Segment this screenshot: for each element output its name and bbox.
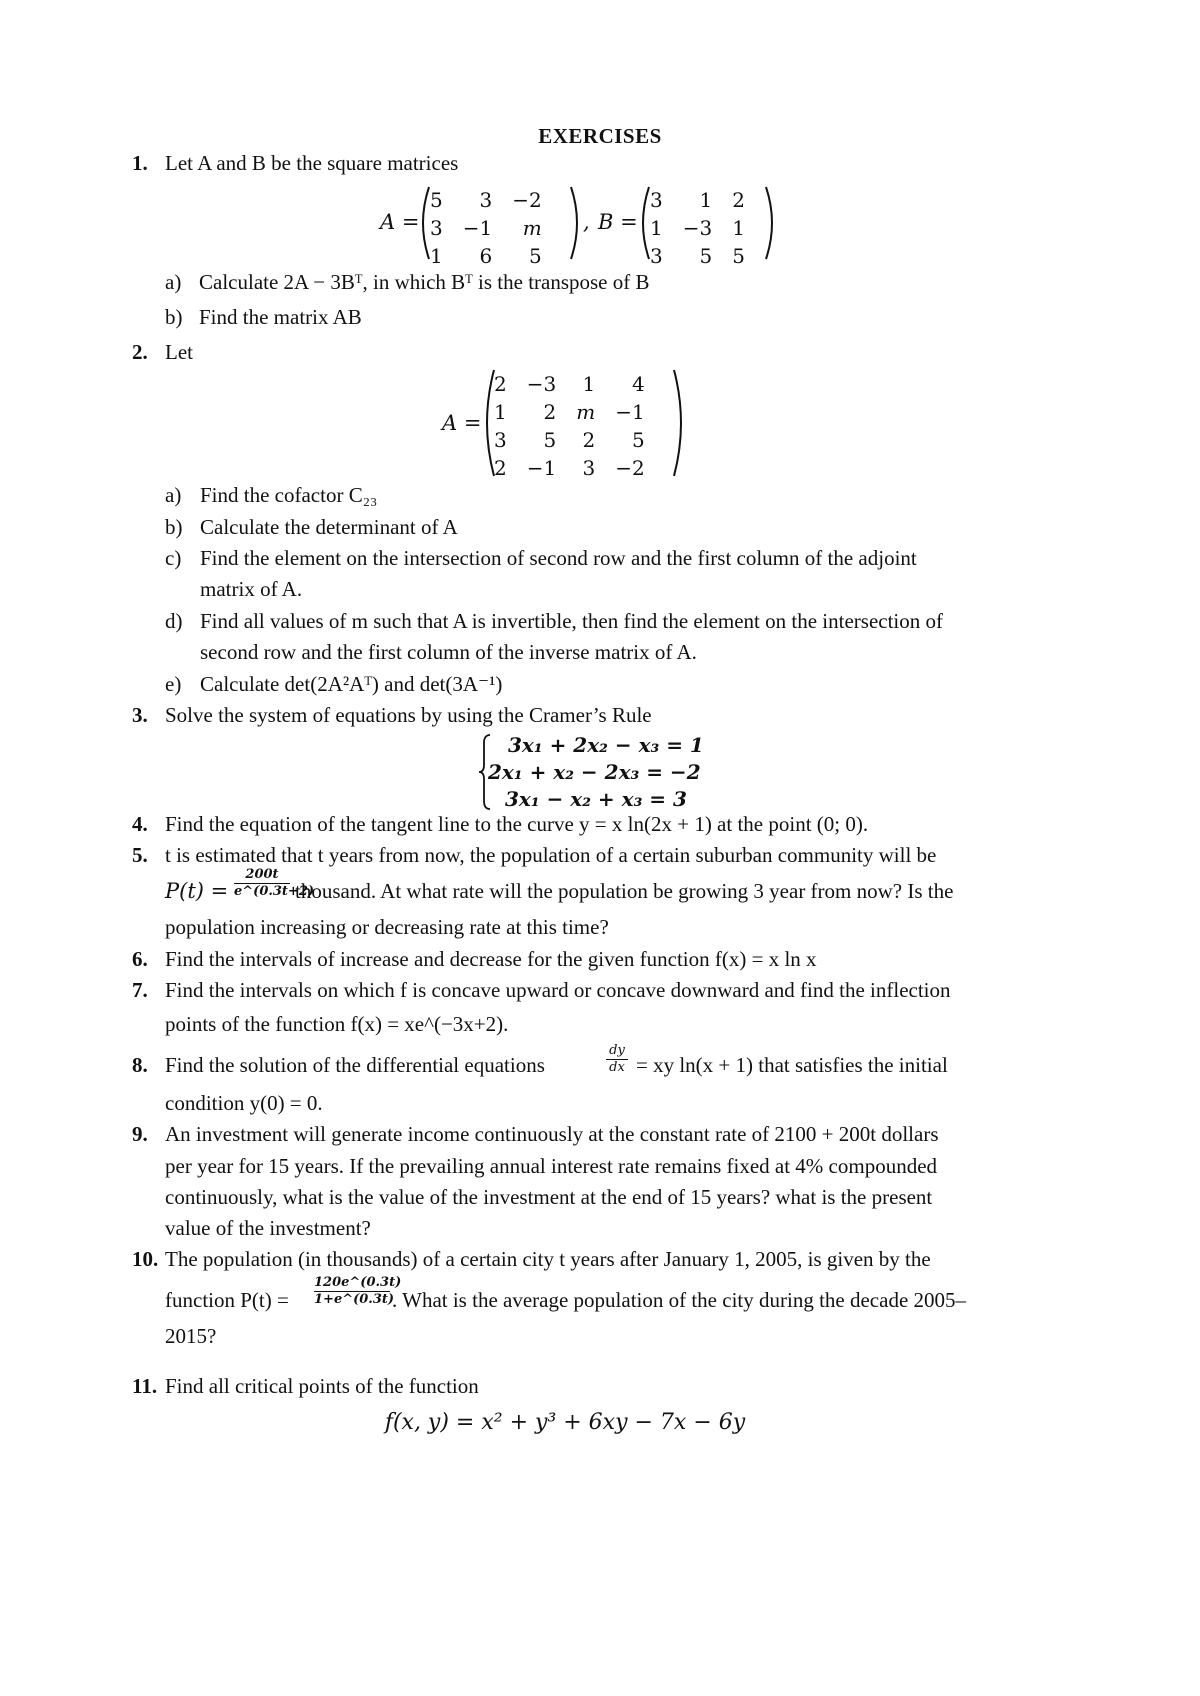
matrix-cell: −2	[512, 188, 542, 212]
question-text: Let	[165, 340, 193, 364]
subquestion-text: Calculate the determinant of A	[200, 515, 458, 539]
fraction	[314, 1275, 402, 1307]
matrix-label: B =	[598, 210, 638, 234]
matrix-cell: −1	[615, 400, 645, 424]
fraction	[606, 1044, 628, 1075]
question-text: value of the investment?	[165, 1216, 371, 1240]
question-text: An investment will generate income continuously at the constant rate of 2100 + 200t dollars	[165, 1122, 939, 1146]
question-text: population increasing or decreasing rate at this time?	[165, 915, 609, 939]
matrix-cell: 5	[732, 244, 745, 268]
comma: ,	[583, 210, 590, 234]
question-text: Find all critical points of the function	[165, 1374, 479, 1398]
subquestion-label: c)	[165, 546, 182, 570]
matrix-cell: 5	[699, 244, 713, 268]
matrix-row	[640, 242, 755, 270]
matrix-b	[640, 186, 755, 270]
subquestion-text: matrix of A.	[200, 577, 303, 601]
page-title: EXERCISES	[538, 124, 662, 148]
subquestion-text: Find the element on the intersection of second row and the first column of the adjoint	[200, 546, 917, 570]
question-text: Find the solution of the differential equations	[165, 1053, 545, 1077]
matrix-a	[420, 186, 552, 270]
matrix-cell: 1	[582, 372, 596, 396]
matrix-cell: 2	[494, 456, 507, 480]
matrix-cell: −3	[682, 216, 713, 240]
matrix-cell: 5	[631, 428, 645, 452]
matrix-row	[484, 426, 655, 454]
right-paren-icon	[670, 368, 692, 478]
question-text: Let A and B be the square matrices	[165, 151, 459, 175]
question-text: t is estimated that t years from now, the population of a certain suburban community will be	[165, 843, 937, 867]
matrix-cell: 2	[582, 428, 596, 452]
subquestion-text: second row and the first column of the inverse matrix of A.	[200, 640, 697, 664]
matrix-cell: 3	[650, 188, 663, 212]
fraction	[234, 867, 315, 899]
matrix-cell: −1	[526, 456, 557, 480]
system-equation: 2x₁ + x₂ − 2x₃ = −2	[488, 760, 701, 784]
matrix-cell: 1	[430, 244, 443, 268]
matrix-cell: 1	[732, 216, 745, 240]
question-number: 5.	[132, 843, 148, 867]
system-equation: 3x₁ + 2x₂ − x₃ = 1	[508, 733, 704, 757]
subquestion-label: b)	[165, 305, 183, 329]
question-text: = xy ln(x + 1) that satisfies the initial	[636, 1053, 948, 1077]
matrix-row	[420, 242, 552, 270]
matrix-cell: −1	[462, 216, 493, 240]
matrix-a-4x4	[484, 370, 655, 482]
fraction-denominator: e^(0.3t+2)	[234, 884, 315, 899]
matrix-cell: 1	[650, 216, 663, 240]
matrix-cell: 5	[430, 188, 443, 212]
matrix-cell: −2	[615, 456, 645, 480]
matrix-label: A =	[442, 411, 482, 435]
matrix-cell: 4	[631, 372, 645, 396]
matrix-cell: m	[522, 216, 542, 240]
question-number: 11.	[132, 1374, 158, 1398]
fraction-numerator: 120e^(0.3t)	[314, 1275, 402, 1290]
matrix-cell: 5	[528, 244, 542, 268]
matrix-cell: m	[576, 400, 596, 424]
matrix-cell: 3	[479, 188, 493, 212]
matrix-cell: 3	[494, 428, 507, 452]
matrix-cell: 3	[582, 456, 596, 480]
matrix-row	[484, 454, 655, 482]
question-text: 2015?	[165, 1324, 217, 1348]
question-number: 10.	[132, 1247, 159, 1271]
matrix-cell: 1	[494, 400, 507, 424]
function-formula: f(x, y) = x² + y³ + 6xy − 7x − 6y	[384, 1410, 746, 1435]
matrix-label: A =	[380, 210, 420, 234]
subquestion-label: a)	[165, 270, 182, 294]
fraction-numerator: 200t	[245, 867, 279, 882]
question-text: function P(t) =	[165, 1288, 289, 1312]
matrix-cell: 3	[650, 244, 663, 268]
matrix-cell: 6	[479, 244, 493, 268]
matrix-cell: 1	[699, 188, 713, 212]
formula-lhs: P(t) =	[165, 879, 229, 903]
subquestion-text: Find all values of m such that A is invertible, then find the element on the intersection of	[200, 609, 944, 633]
question-text: Find the equation of the tangent line to the curve y = x ln(2x + 1) at the point (0; 0).	[165, 812, 869, 836]
question-text: . What is the average population of the city during the decade 2005–	[392, 1288, 967, 1312]
question-text: Solve the system of equations by using the Cramer’s Rule	[165, 703, 652, 727]
subquestion-label: b)	[165, 515, 183, 539]
question-text: points of the function f(x) = xe^(−3x+2).	[165, 1012, 509, 1036]
question-text: The population (in thousands) of a certain city t years after January 1, 2005, is given by the	[165, 1247, 931, 1271]
right-paren-icon	[762, 185, 782, 261]
subquestion-label: d)	[165, 609, 183, 633]
question-number: 8.	[132, 1053, 148, 1077]
fraction-denominator: 1+e^(0.3t)	[314, 1292, 395, 1307]
question-text: condition y(0) = 0.	[165, 1091, 323, 1115]
question-text: per year for 15 years. If the prevailing annual interest rate remains fixed at 4% compounded	[165, 1154, 938, 1178]
subquestion-label: a)	[165, 483, 182, 507]
question-text: Find the intervals on which f is concave upward or concave downward and find the inflection	[165, 978, 951, 1002]
subquestion-label: e)	[165, 672, 182, 696]
question-number: 6.	[132, 947, 148, 971]
question-number: 4.	[132, 812, 148, 836]
question-number: 9.	[132, 1122, 148, 1146]
question-number: 3.	[132, 703, 148, 727]
question-text: thousand. At what rate will the population be growing 3 year from now? Is the	[295, 879, 954, 903]
question-number: 2.	[132, 340, 148, 364]
question-number: 1.	[132, 151, 148, 175]
matrix-row	[420, 186, 552, 214]
subquestion-text: Find the matrix AB	[199, 305, 362, 329]
question-text: Find the intervals of increase and decrease for the given function f(x) = x ln x	[165, 947, 817, 971]
fraction-numerator: dy	[609, 1043, 625, 1058]
fraction-denominator: dx	[609, 1060, 625, 1075]
matrix-cell: 5	[543, 428, 557, 452]
matrix-cell: 2	[494, 372, 507, 396]
matrix-cell: 3	[430, 216, 443, 240]
subquestion-text: Calculate det(2A²Aᵀ) and det(3A⁻¹)	[200, 672, 503, 696]
subquestion-text: Calculate 2A − 3Bᵀ, in which Bᵀ is the transpose of B	[199, 270, 650, 294]
matrix-row	[484, 370, 655, 398]
matrix-cell: 2	[543, 400, 557, 424]
matrix-row	[640, 214, 755, 242]
matrix-row	[640, 186, 755, 214]
matrix-row	[420, 214, 552, 242]
system-equation: 3x₁ − x₂ + x₃ = 3	[505, 787, 687, 811]
matrix-cell: −3	[526, 372, 557, 396]
subquestion-text: Find the cofactor C₂₃	[200, 483, 378, 507]
matrix-row	[484, 398, 655, 426]
matrix-cell: 2	[732, 188, 745, 212]
question-text: continuously, what is the value of the investment at the end of 15 years? what is the present	[165, 1185, 933, 1209]
question-number: 7.	[132, 978, 148, 1002]
